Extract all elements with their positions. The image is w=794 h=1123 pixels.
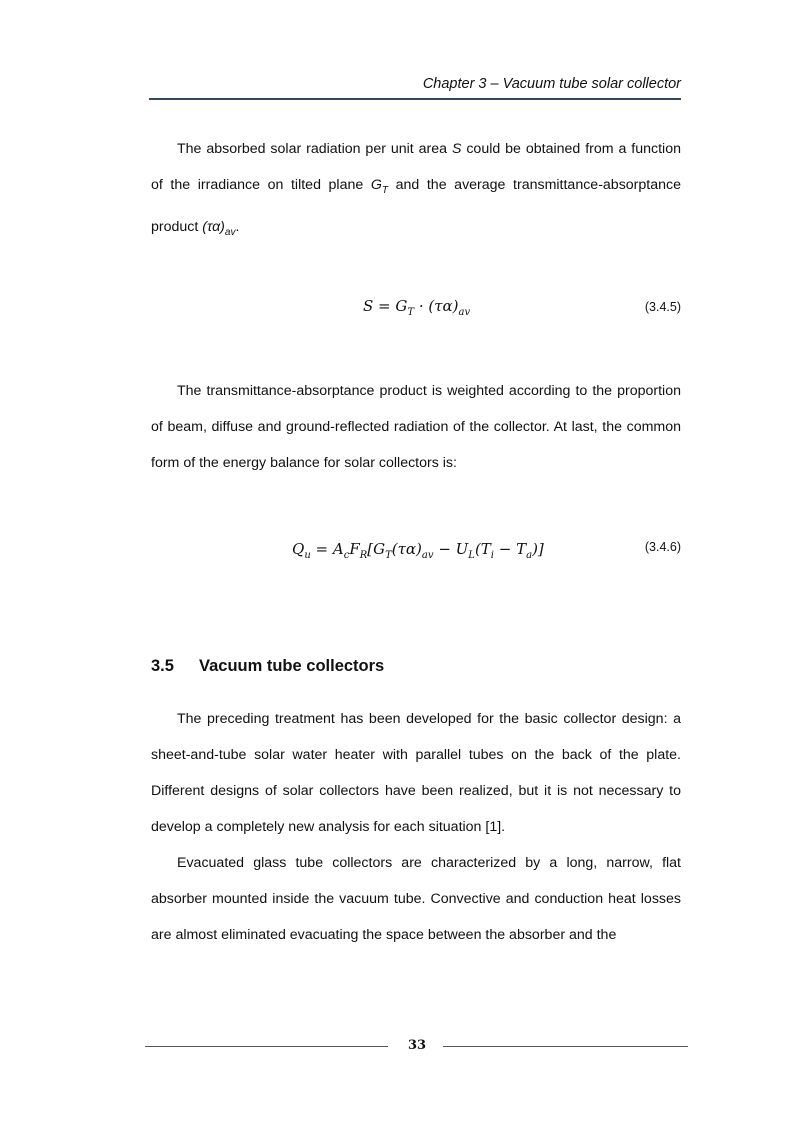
variable-g: $G_T$ xyxy=(370,177,389,196)
paragraph-preceding-treatment: The preceding treatment has been developed for the basic collector design: a sheet-and-tube solar water heater with parallel tubes on the back of the plate. Different designs of solar collectors have been realized, but it is not necessary to develop a completely new analysis for each situation [1]. xyxy=(151,711,681,835)
chapter-title: Chapter 3 – Vacuum tube solar collector xyxy=(422,76,681,92)
header-rule xyxy=(149,98,681,100)
paragraph-evacuated-tubes: Evacuated glass tube collectors are characterized by a long, narrow, flat absorber mounted inside the vacuum tube. Convective and conduction heat losses are almost eliminated evacuating the space between the absorber and the xyxy=(151,855,681,943)
variable-s: S xyxy=(451,141,462,157)
paragraph-absorbed-radiation: The absorbed solar radiation per unit area S could be obtained from a function of the irradiance on tilted plane $G_T$ and the average transmittance-absorptance product $(\tau\alpha)_{av}$. xyxy=(151,141,682,238)
equation-number-3-4-5: (3.4.5) xyxy=(644,300,681,314)
footer-rule-left xyxy=(145,1046,388,1047)
variable-tau-alpha: $(\tau\alpha)_{av}$ xyxy=(202,218,236,238)
section-title: Vacuum tube collectors xyxy=(199,657,385,675)
section-heading xyxy=(151,657,384,676)
footer-rule-right xyxy=(443,1046,688,1047)
paragraph-transmittance: The transmittance-absorptance product is weighted according to the proportion of beam, diffuse and ground-reflected radiation of the collector. At last, the common form of the energy balance for solar collectors is: xyxy=(151,383,681,471)
page-number: 33 xyxy=(407,1038,427,1053)
equation-3-4-5: $S = G_T \cdot (\tau\alpha)_{av}$ xyxy=(363,297,471,318)
section-number: 3.5 xyxy=(151,657,174,675)
equation-number-3-4-6: (3.4.6) xyxy=(644,540,681,554)
equation-3-4-6: $Q_u = A_cF_R[G_T(\tau\alpha)_{av} - U_L(T_i - T_a)]$ xyxy=(292,540,544,561)
